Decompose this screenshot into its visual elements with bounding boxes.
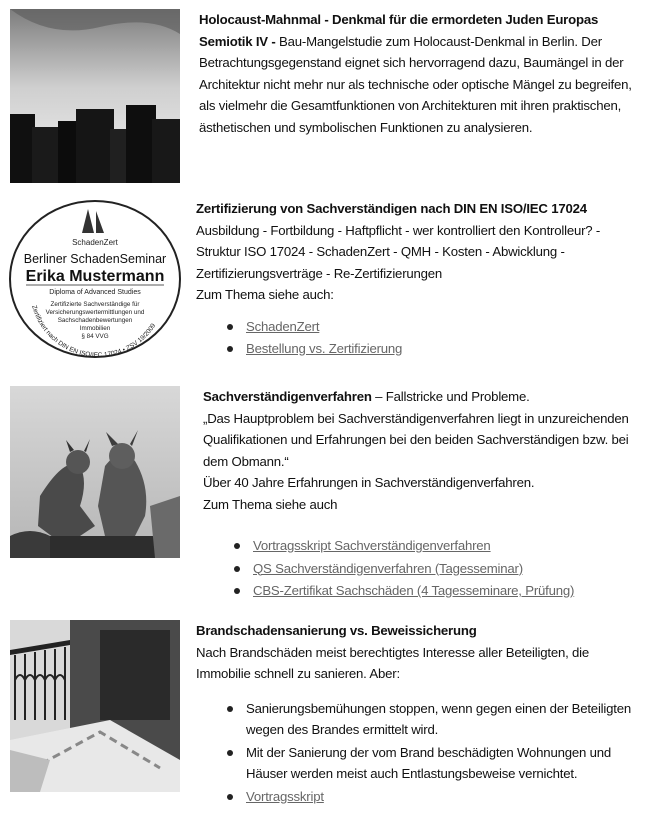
- section-certification-text: [196, 198, 640, 361]
- seal-line1: Zertifizierte Sachverständige für: [50, 301, 140, 308]
- seal-line2: Versicherungswertermittlungen und: [45, 309, 145, 316]
- fire-damage-photo: [10, 620, 180, 792]
- section-4-body: Nach Brandschäden meist berechtigtes Interesse aller Beteiligten, die Immobilie schnell zu sanieren. Aber:: [196, 644, 590, 681]
- list-item: [253, 580, 643, 602]
- link-vortragsskript-sachverstaendigenverfahren[interactable]: Vortragsskript Sachverständigenverfahren: [253, 538, 491, 553]
- bullet-text: Sanierungsbemühungen stoppen, wenn gegen einen der Beteiligten wegen des Brandes ermittelt wird.: [246, 700, 631, 737]
- bullet-text: Mit der Sanierung der vom Brand beschädigten Wohnungen und Häuser werden meist auch Entlastungsbeweise vernichtet.: [246, 744, 611, 781]
- link-schadenzert[interactable]: SchadenZert: [246, 318, 320, 334]
- section-3-title: Sachverständigenverfahren: [203, 389, 372, 404]
- section-3-see-also: Zum Thema siehe auch: [203, 496, 338, 512]
- link-bestellung-vs-zertifizierung[interactable]: Bestellung vs. Zertifizierung: [246, 341, 403, 356]
- holocaust-memorial-photo: [10, 9, 180, 183]
- section-2-see-also: Zum Thema siehe auch:: [196, 287, 334, 302]
- section-1-body: Bau-Mangelstudie zum Holocaust-Denkmal in Berlin. Der Betrachtungsgegenstand eignet sich hervorragend dazu, Baumängel in der Architektur nicht mehr nur als technische oder optische Mängel zu begreifen, als vielmehr die Gesamtfunktionen von Architekturen mit ihren praktischen, ästhetischen und symbolischen Funktionen zu analysieren.: [199, 33, 632, 135]
- list-item: [253, 535, 643, 557]
- list-item: [246, 316, 640, 338]
- seal-line4: Immobilien: [79, 325, 111, 332]
- seal-line3: Sachschadenbewertungen: [57, 317, 133, 324]
- section-2-body: Ausbildung - Fortbildung - Haftpflicht - wer kontrolliert den Kontrolleur? - Struktur ISO 17024 - SchadenZert - QMH - Kosten - Abwicklung - Zertifizierungsverträge - Re-Zertifizierungen: [196, 222, 601, 281]
- section-3-experience: Über 40 Jahre Erfahrungen in Sachverständigenverfahren.: [203, 475, 535, 490]
- section-4-title: Brandschadensanierung vs. Beweissicherung: [196, 623, 477, 638]
- section-1-title: Holocaust-Mahnmal - Denkmal für die ermordeten Juden Europas: [199, 12, 599, 27]
- section-1-subtitle: Semiotik IV -: [199, 33, 276, 49]
- link-qs-sachverstaendigenverfahren[interactable]: QS Sachverständigenverfahren (Tagesseminar): [253, 560, 523, 576]
- section-holocaust-text: [199, 9, 639, 138]
- section-3-title-suffix: – Fallstricke und Probleme.: [371, 389, 530, 404]
- devil-statues-photo: [10, 386, 180, 558]
- link-cbs-zertifikat[interactable]: CBS-Zertifikat Sachschäden (4 Tagesseminare, Prüfung): [253, 583, 575, 598]
- list-item: [253, 558, 643, 580]
- section-3-quote: „Das Hauptproblem bei Sachverständigenverfahren liegt in unzureichenden Qualifikationen und Erfahrungen bei den beiden Sachverständigen bzw. bei dem Obmann.“: [203, 410, 629, 469]
- section-brandschaden-text: [196, 620, 640, 808]
- list-item: [246, 698, 640, 741]
- seal-brand: SchadenZert: [72, 238, 118, 247]
- section-2-title: Zertifizierung von Sachverständigen nach DIN EN ISO/IEC 17024: [196, 201, 587, 216]
- seal-line5: § 84 VVG: [81, 333, 109, 340]
- link-vortragsskript[interactable]: Vortragsskript: [246, 788, 324, 804]
- seal-arc-text: Zertifiziert nach DIN EN ISO/IEC 17024 • ZSV 19/2009: [30, 304, 158, 359]
- seal-diploma: Diploma of Advanced Studies: [49, 289, 141, 296]
- section-sachverstaendigenverfahren-text: [203, 386, 643, 603]
- list-item: [246, 786, 640, 808]
- certification-seal: [8, 199, 182, 359]
- list-item: [246, 338, 640, 360]
- seal-org: Berliner SchadenSeminar: [23, 252, 167, 266]
- seal-name: Erika Mustermann: [25, 268, 165, 285]
- list-item: [246, 742, 640, 785]
